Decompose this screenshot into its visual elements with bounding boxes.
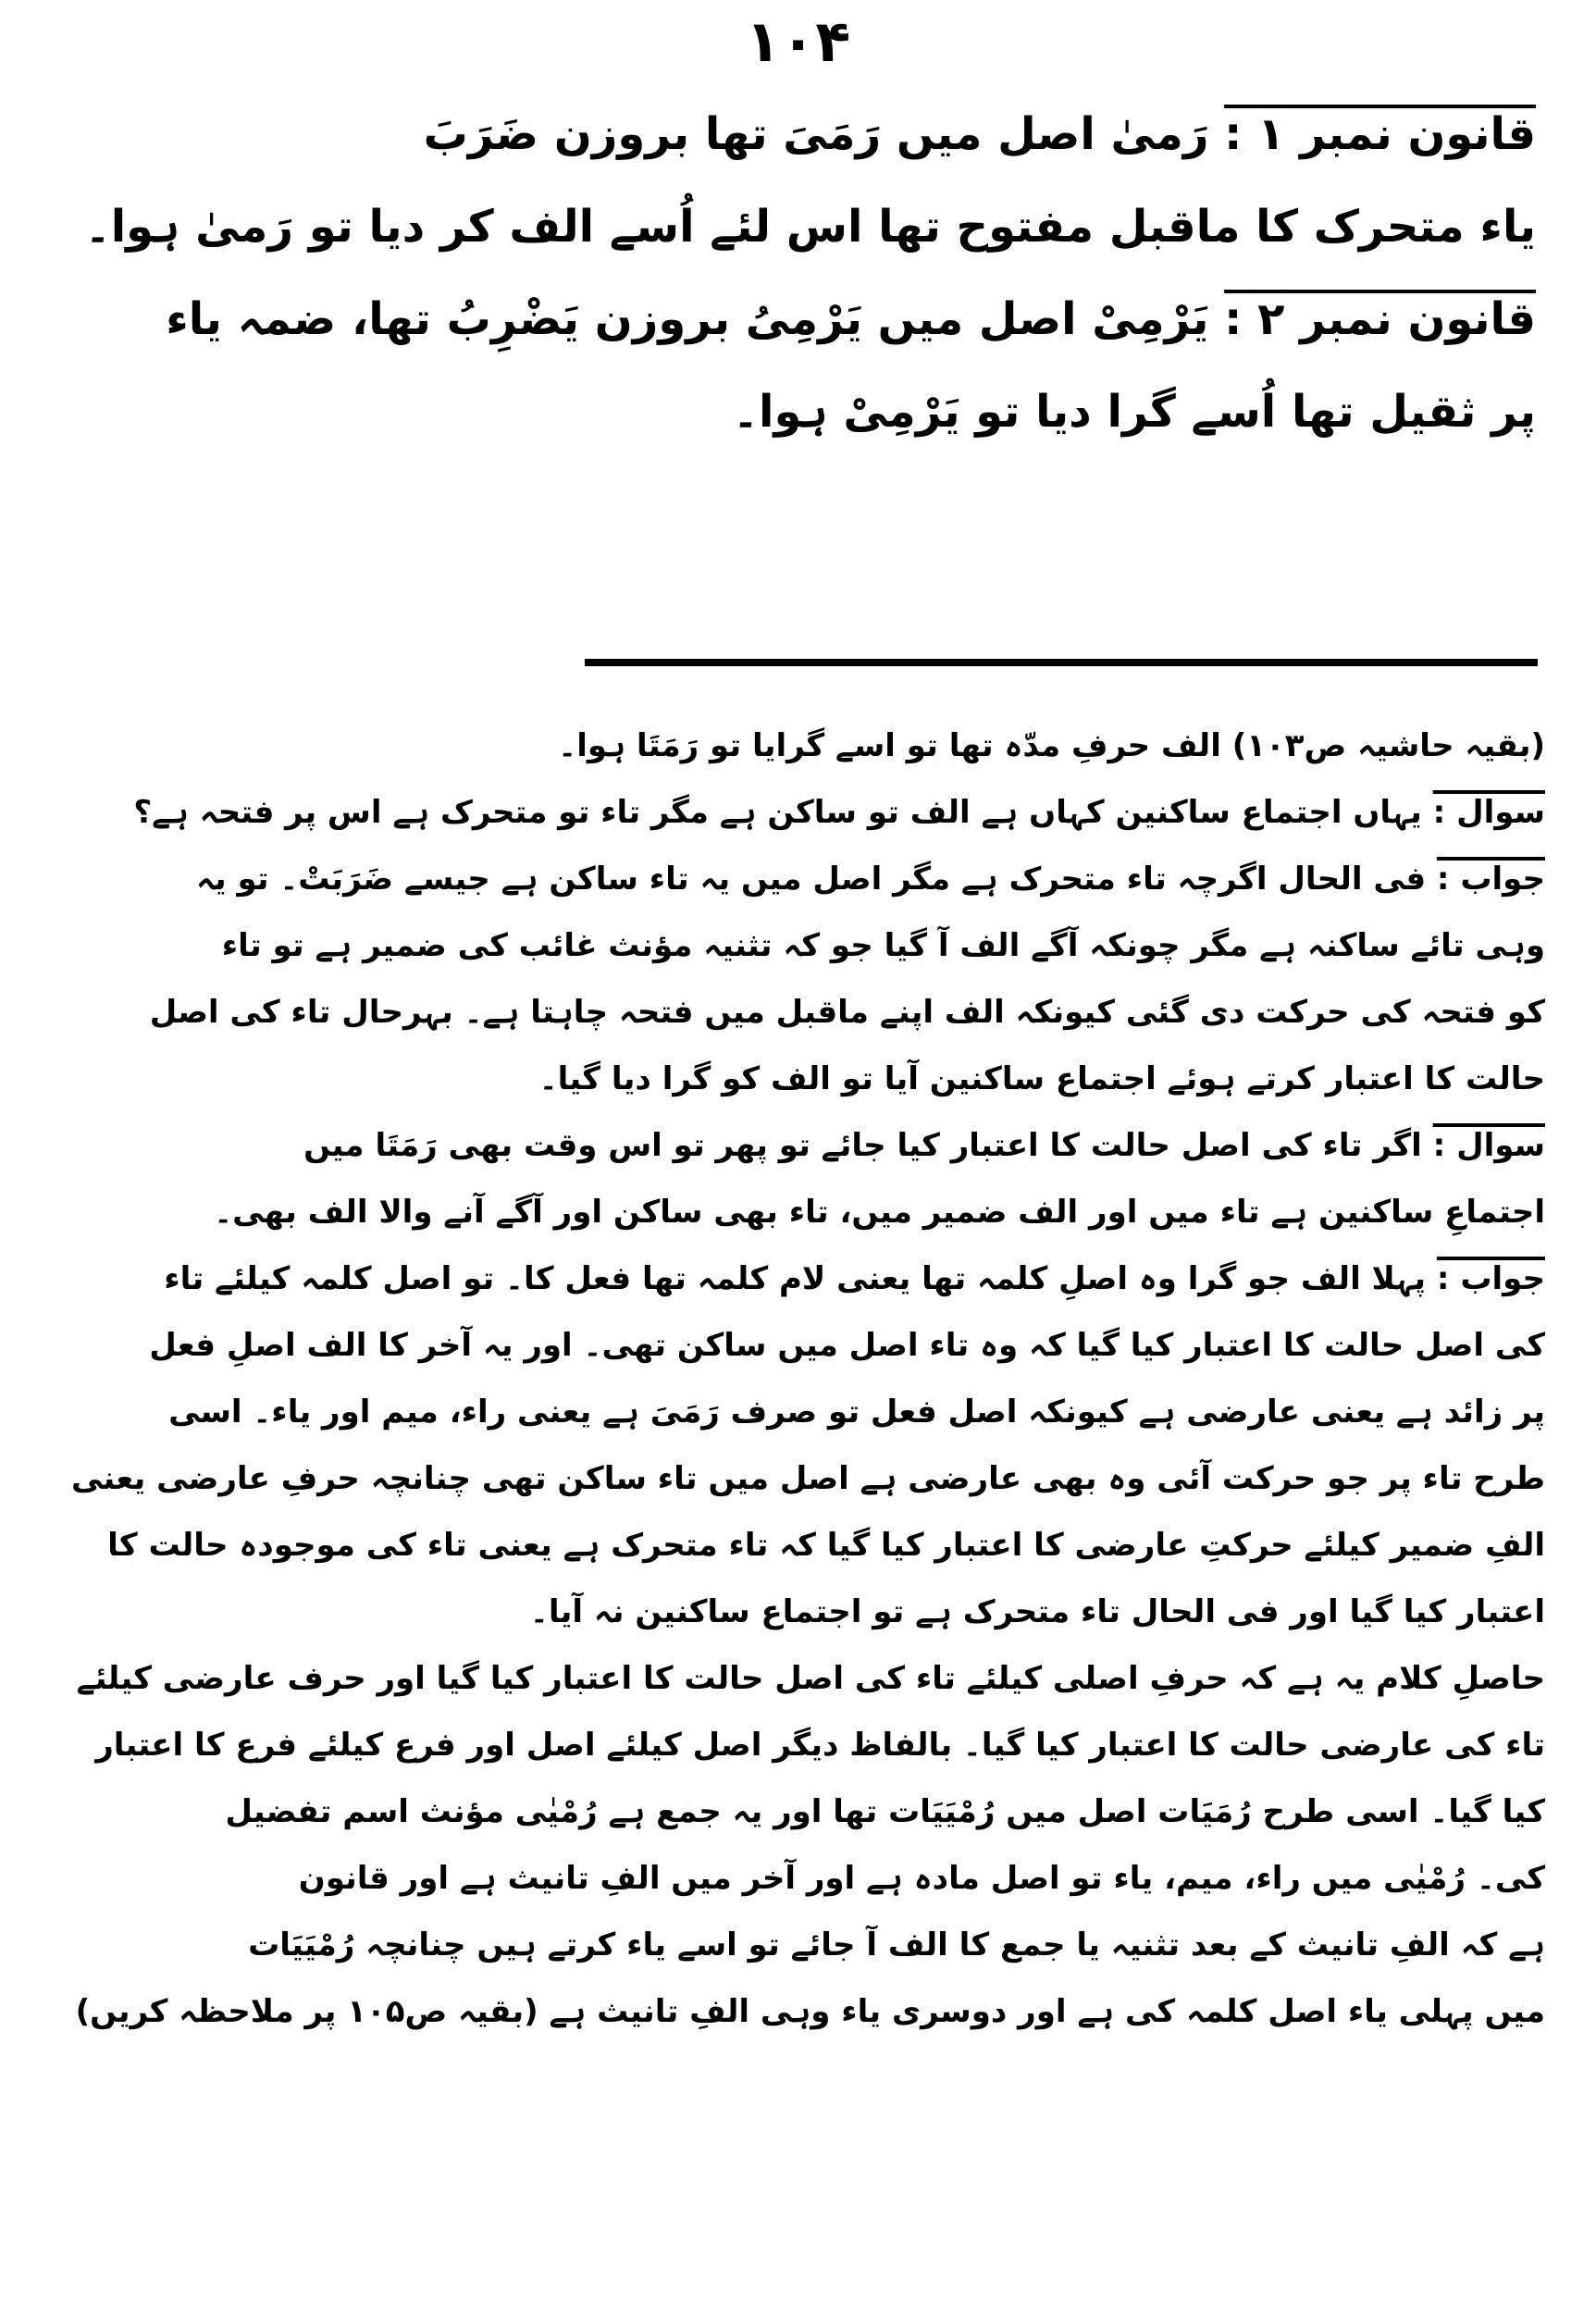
footnote-line (37, 1778, 1545, 1845)
footnote-line (37, 846, 1545, 912)
rule-1-label: قانون نمبر ۱ : (1224, 108, 1536, 160)
footnote-text: ہے کہ الفِ تانیث کے بعد تثنیہ یا جمع کا الف آ جائے تو اسے یاء کرتے ہیں چنانچہ رُمْیَیَات (248, 1926, 1545, 1963)
footnote-text: میں پہلی یاء اصل کلمہ کی ہے اور دوسری یاء وہی الفِ تانیث ہے (بقیہ ص۱۰۵ پر ملاحظہ کریں) (75, 1993, 1545, 2030)
question-answer-label: سوال : (1432, 794, 1545, 831)
rule-2-line-1 (37, 273, 1536, 365)
question-answer-label: سوال : (1432, 1127, 1545, 1164)
footnote-text: اعتبار کیا گیا اور فی الحال تاء متحرک ہے تو اجتماع ساکنین نہ آیا۔ (529, 1593, 1545, 1630)
rules-section (37, 88, 1536, 458)
footnote-line (37, 1579, 1545, 1645)
footnote-line (37, 1512, 1545, 1579)
footnote-line (37, 1645, 1545, 1712)
footnote-text: کی۔ رُمْیٰی میں راء، میم، یاء تو اصل مادہ ہے اور آخر میں الفِ تانیث ہے اور قانون (298, 1860, 1545, 1897)
footnote-line (37, 1379, 1545, 1445)
footnote-line (37, 1445, 1545, 1512)
footnote-line (37, 912, 1545, 979)
footnote-text: کیا گیا۔ اسی طرح رُمَیَات اصل میں رُمْیَیَات تھا اور یہ جمع ہے رُمْیٰی مؤنث اسم تفضیل (225, 1793, 1545, 1830)
footnote-line (37, 1312, 1545, 1379)
footnote-line (37, 1179, 1545, 1245)
footnote-text: وہی تائے ساکنہ ہے مگر چونکہ آگے الف آ گیا جو کہ تثنیہ مؤنث غائب کی ضمیر ہے تو تاء (221, 927, 1545, 964)
rule-1-line-1 (37, 88, 1536, 180)
rule-2-label: قانون نمبر ۲ : (1224, 293, 1536, 345)
footnote-text: تاء کی عارضی حالت کا اعتبار کیا گیا۔ بالفاظ دیگر اصل کیلئے اصل اور فرع کیلئے فرع کا اعتبار (95, 1727, 1545, 1764)
footnote-line (37, 1845, 1545, 1912)
footnote-text: طرح تاء پر جو حرکت آئی وہ بھی عارضی ہے اصل میں تاء ساکن تھی چنانچہ حرفِ عارضی یعنی (71, 1460, 1545, 1497)
rule-2-text: یَرْمِیْ اصل میں یَرْمِیُ بروزن یَضْرِبُ تھا، ضمہ یاء (166, 293, 1209, 345)
footnote-text: یہاں اجتماع ساکنین کہاں ہے الف تو ساکن ہے مگر تاء تو متحرک ہے اس پر فتحہ ہے؟ (133, 794, 1422, 831)
rule-2-line-2: پر ثقیل تھا اُسے گرا دیا تو یَرْمِیْ ہوا۔ (732, 386, 1536, 438)
footnote-line (37, 1978, 1545, 2045)
footnote-line (37, 779, 1545, 846)
footnote-line (37, 1112, 1545, 1179)
question-answer-label: جواب : (1436, 861, 1545, 898)
footnote-text: کو فتحہ کی حرکت دی گئی کیونکہ الف اپنے ماقبل میں فتحہ چاہتا ہے۔ بہرحال تاء کی اصل (149, 994, 1545, 1031)
rule-1-text: رَمیٰ اصل میں رَمَیَ تھا بروزن ضَرَبَ (423, 108, 1209, 160)
footnote-text: کی اصل حالت کا اعتبار کیا گیا کہ وہ تاء اصل میں ساکن تھی۔ اور یہ آخر کا الف اصلِ فعل (149, 1327, 1545, 1364)
footnote-text: اجتماعِ ساکنین ہے تاء میں اور الف ضمیر میں، تاء بھی ساکن اور آگے آنے والا الف بھی۔ (214, 1194, 1545, 1231)
footnote-text: فی الحال اگرچہ تاء متحرک ہے مگر اصل میں یہ تاء ساکن ہے جیسے ضَرَبَتْ۔ تو یہ (195, 861, 1427, 898)
footnote-text: الفِ ضمیر کیلئے حرکتِ عارضی کا اعتبار کیا گیا کہ تاء متحرک ہے یعنی تاء کی موجودہ حالت کا (107, 1527, 1545, 1564)
page-number: ۱۰۴ (745, 7, 851, 75)
footnote-line (37, 1712, 1545, 1778)
footnote-text: اگر تاء کی اصل حالت کا اعتبار کیا جائے تو پھر تو اس وقت بھی رَمَتَا میں (303, 1127, 1422, 1164)
footnote-text: (بقیہ حاشیہ ص۱۰۳) الف حرفِ مدّہ تھا تو اسے گرایا تو رَمَتَا ہوا۔ (558, 727, 1545, 764)
footnote-line (37, 979, 1545, 1046)
footnote-text: حالت کا اعتبار کرتے ہوئے اجتماع ساکنین آیا تو الف کو گرا دیا گیا۔ (538, 1060, 1545, 1097)
question-answer-label: جواب : (1436, 1260, 1545, 1297)
footnote-text: حاصلِ کلام یہ ہے کہ حرفِ اصلی کیلئے تاء کی اصل حالت کا اعتبار کیا گیا اور حرف عارضی کیلئے (76, 1660, 1545, 1697)
footnote-line (37, 712, 1545, 779)
footnote-text: پہلا الف جو گرا وہ اصلِ کلمہ تھا یعنی لام کلمہ تھا فعل کا۔ تو اصل کلمہ کیلئے تاء (164, 1260, 1427, 1297)
footnote-line (37, 1912, 1545, 1978)
footnote-line (37, 1245, 1545, 1312)
footnote-section (37, 712, 1545, 2045)
rule-1-line-2: یاء متحرک کا ماقبل مفتوح تھا اس لئے اُسے الف کر دیا تو رَمیٰ ہوا۔ (84, 201, 1536, 253)
footnote-divider (585, 659, 1538, 666)
footnote-line (37, 1046, 1545, 1112)
footnote-text: پر زائد ہے یعنی عارضی ہے کیونکہ اصل فعل تو صرف رَمَیَ ہے یعنی راء، میم اور یاء۔ اسی (168, 1394, 1545, 1431)
